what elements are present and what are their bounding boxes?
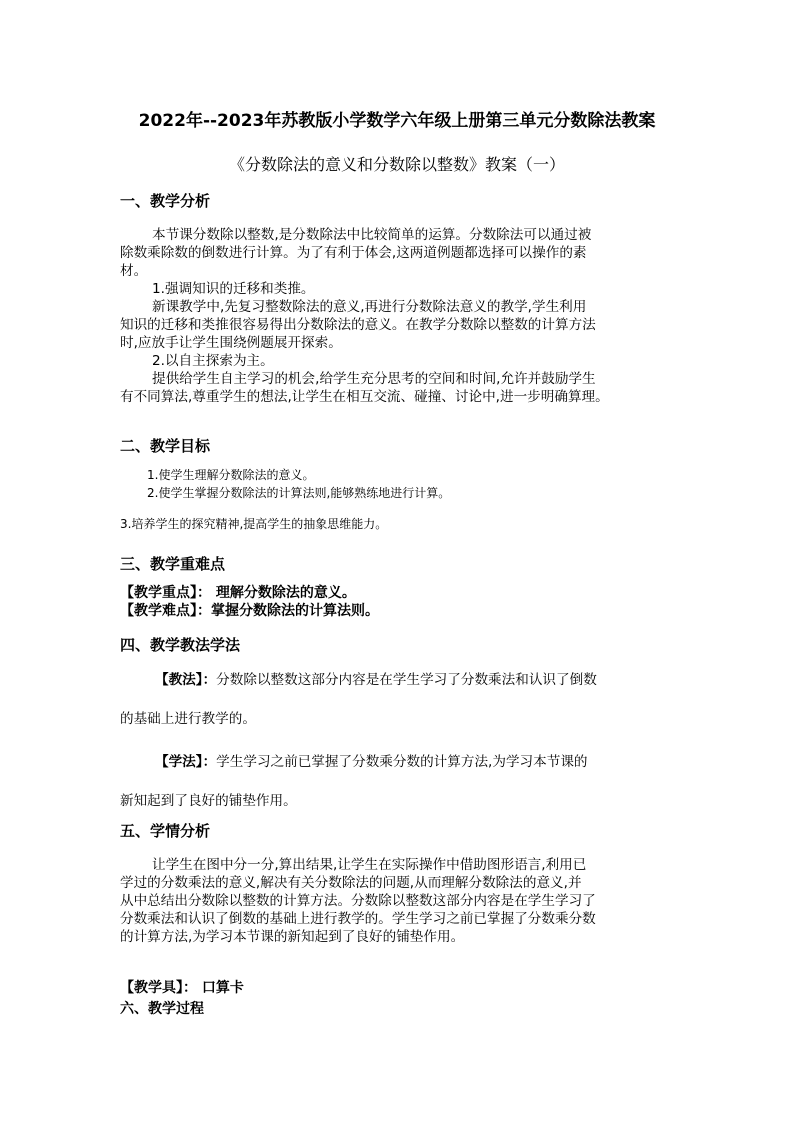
section-heading-methods: 四、教学教法学法 <box>120 636 241 654</box>
section-heading-goals: 二、教学目标 <box>120 437 211 455</box>
paragraph-line: 知识的迁移和类推很容易得出分数除法的意义。在教学分数除以整数的计算方法 <box>120 317 596 333</box>
list-item: 2.以自主探索为主。 <box>152 353 274 369</box>
section-heading-keypoints: 三、教学重难点 <box>120 555 226 573</box>
paragraph-line: 提供给学生自主学习的机会,给学生充分思考的空间和时间,允许并鼓励学生 <box>152 371 596 387</box>
learning-method-label: 【学法】： <box>155 754 217 770</box>
list-item: 1.强调知识的迁移和类推。 <box>152 281 315 297</box>
teaching-method-line <box>155 668 597 688</box>
paragraph-line: 从中总结出分数除以整数的计算方法。分数除以整数这部分内容是在学生学习了 <box>120 893 596 909</box>
learning-method-text: 学生学习之前已掌握了分数乘分数的计算方法,为学习本节课的 <box>216 754 588 770</box>
teaching-method-text: 分数除以整数这部分内容是在学生学习了分数乘法和认识了倒数 <box>216 672 597 688</box>
key-point: 【教学重点】： 理解分数除法的意义。 <box>120 585 356 601</box>
paragraph-line: 让学生在图中分一分,算出结果,让学生在实际操作中借助图形语言,利用已 <box>152 857 587 873</box>
learning-method-line <box>155 750 588 770</box>
teaching-method-label: 【教法】： <box>155 672 217 688</box>
difficult-point: 【教学难点】：掌握分数除法的计算法则。 <box>120 603 379 619</box>
paragraph-line: 分数乘法和认识了倒数的基础上进行教学的。学生学习之前已掌握了分数乘分数 <box>120 911 596 927</box>
document-title: 2022年--2023年苏教版小学数学六年级上册第三单元分数除法教案 <box>138 111 656 131</box>
section-heading-students: 五、学情分析 <box>120 822 211 840</box>
paragraph-line: 的计算方法,为学习本节课的新知起到了良好的铺垫作用。 <box>120 929 465 945</box>
list-item: 1.使学生理解分数除法的意义。 <box>147 468 315 482</box>
paragraph-line: 本节课分数除以整数,是分数除法中比较简单的运算。分数除法可以通过被 <box>152 227 592 243</box>
teaching-tools: 【教学具】： 口算卡 <box>120 980 244 996</box>
section-heading-process: 六、教学过程 <box>120 1001 204 1017</box>
paragraph-line: 的基础上进行教学的。 <box>120 711 256 727</box>
section-heading-analysis: 一、教学分析 <box>120 192 211 210</box>
paragraph-line: 除数乘除数的倒数进行计算。为了有利于体会,这两道例题都选择可以操作的素 <box>120 245 587 261</box>
list-item: 3.培养学生的探究精神,提高学生的抽象思维能力。 <box>120 517 388 531</box>
paragraph-line: 新课教学中,先复习整数除法的意义,再进行分数除法意义的教学,学生利用 <box>152 299 587 315</box>
paragraph-line: 材。 <box>120 263 148 279</box>
paragraph-line: 学过的分数乘法的意义,解决有关分数除法的问题,从而理解分数除法的意义,并 <box>120 875 582 891</box>
paragraph-line: 有不同算法,尊重学生的想法,让学生在相互交流、碰撞、讨论中,进一步明确算理。 <box>120 389 609 405</box>
paragraph-line: 时,应放手让学生围绕例题展开探索。 <box>120 335 342 351</box>
list-item: 2.使学生掌握分数除法的计算法则,能够熟练地进行计算。 <box>147 486 451 500</box>
paragraph-line: 新知起到了良好的铺垫作用。 <box>120 793 297 809</box>
document-subtitle: 《分数除法的意义和分数除以整数》教案（一） <box>228 155 565 174</box>
